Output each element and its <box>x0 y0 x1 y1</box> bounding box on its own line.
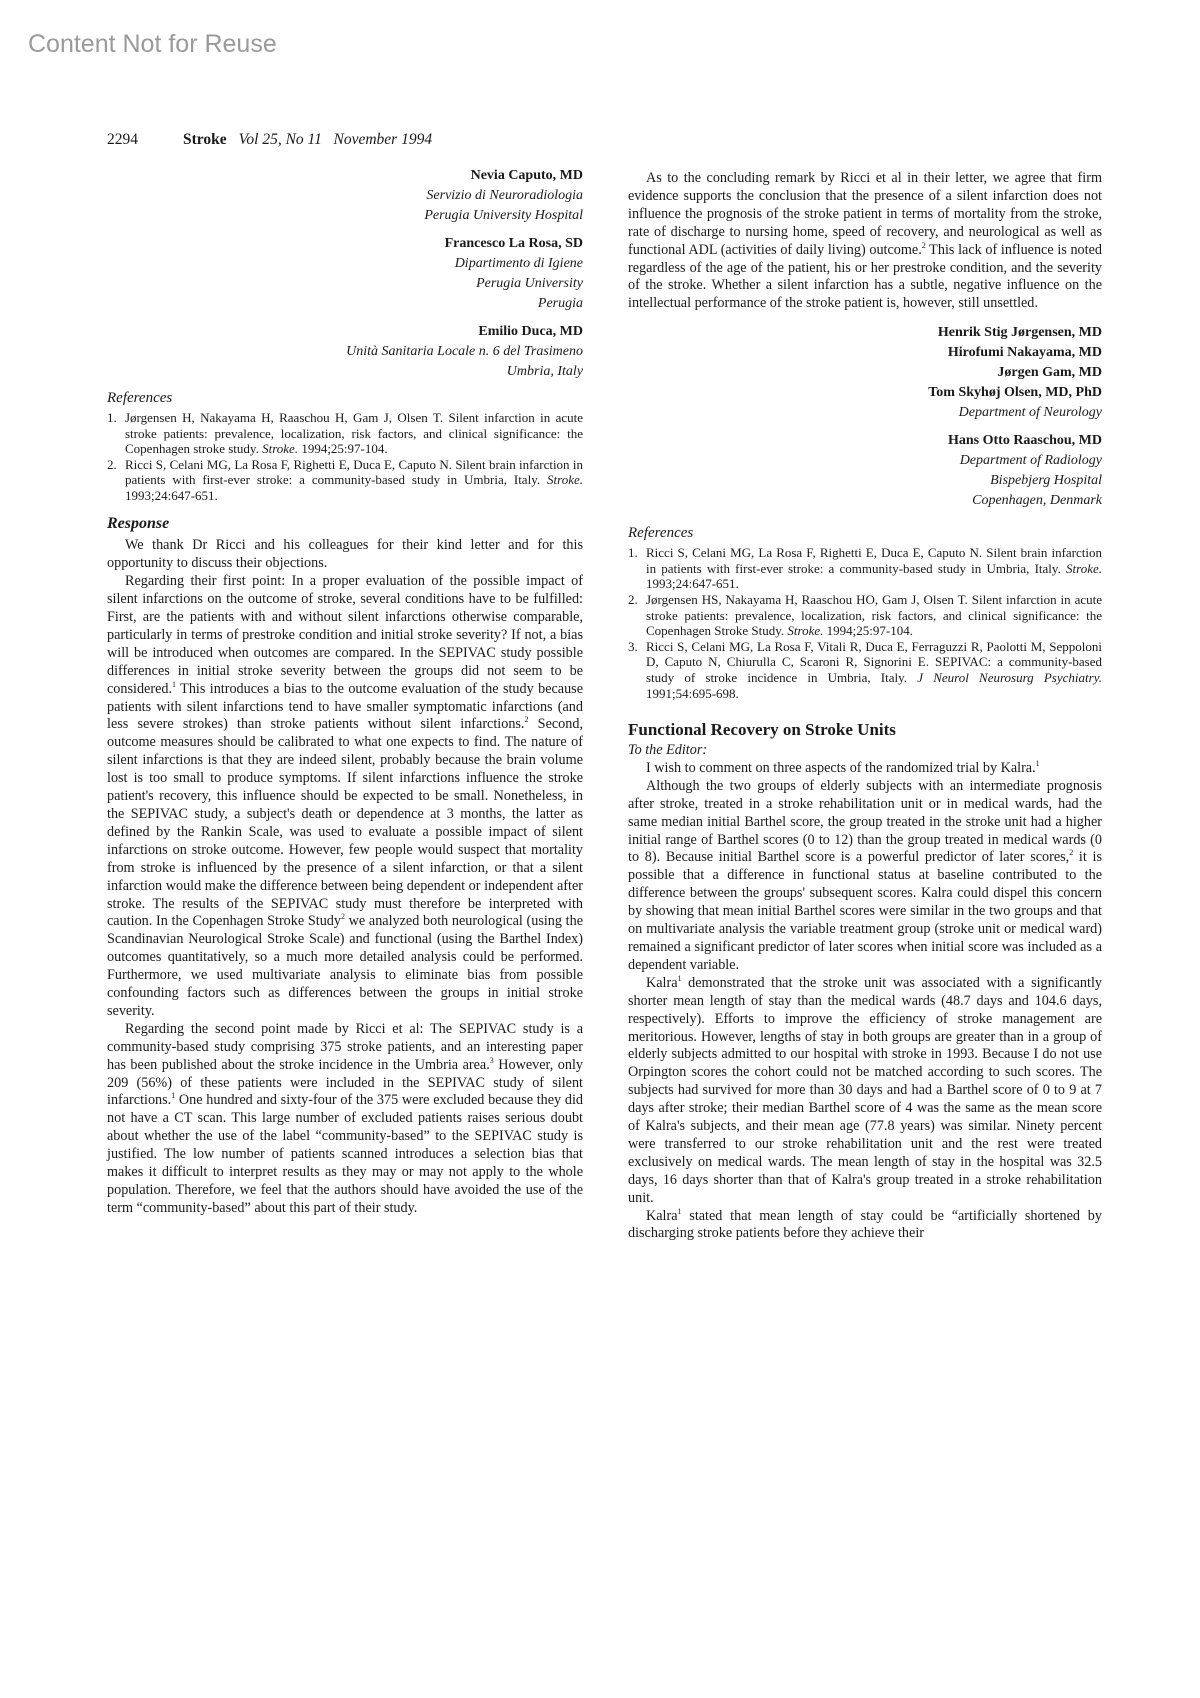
article-body <box>628 760 1102 1243</box>
issue-info: Vol 25, No 11 November 1994 <box>238 131 433 148</box>
response-body <box>107 537 583 1217</box>
signature <box>628 431 1102 511</box>
text-run: I wish to comment on three aspects of the randomized trial by Kalra. <box>646 759 1036 776</box>
references-section <box>628 525 1102 701</box>
text-run: Jørgensen HS, Nakayama H, Raaschou HO, Gam J, Olsen T. Silent infarction in acute stroke patients: prevalence, localization, risk factors, and clinical significance: the Copenhagen Stroke Study. <box>646 591 1102 639</box>
citation-superscript: 1 <box>677 973 682 983</box>
salutation: To the Editor: <box>628 742 708 758</box>
paragraph <box>107 573 583 1021</box>
reference-text <box>646 639 1102 701</box>
citation-superscript: 2 <box>1069 848 1074 858</box>
response-section <box>107 515 583 1217</box>
citation-superscript: 1 <box>172 679 177 689</box>
reference-number: 2. <box>107 456 117 472</box>
affiliation: Copenhagen, Denmark <box>972 493 1102 509</box>
affiliation: Unità Sanitaria Locale n. 6 del Trasimeno <box>346 344 583 359</box>
running-header <box>107 131 432 149</box>
signature <box>107 322 583 382</box>
text-run: 1993;24:647-651. <box>125 487 218 503</box>
page-number: 2294 <box>107 131 138 148</box>
text-run: we analyzed both neurological (using the Scandinavian Neurological Stroke Scale) and functional (using the Barthel Index) outcomes quantitatively, so a much more detailed analysis could be performed. Furthermore, we used multivariate analysis to eliminate bias from possible confounding factors such as differences between the groups in initial stroke severity. <box>107 913 584 1019</box>
paragraph <box>628 170 1102 313</box>
text-run: As to the concluding remark by Ricci et al in their letter, we agree that firm evidence supports the conclusion that the presence of a silent infarction does not influence the prognosis of the stroke patient in terms of mortality from the stroke, rate of discharge to nursing home, speed of recovery, and neurological as well as functional ADL (activities of daily living) outcome. <box>628 170 1102 258</box>
affiliation: Department of Neurology <box>958 405 1102 421</box>
text-run: Although the two groups of elderly subjects with an intermediate prognosis after stroke, treated in a stroke rehabilitation unit or in medical wards, had the same median initial Barthel score, the group treated in the stroke unit had a higher initial range of Barthel scores (0 to 12) than the group treated in medical wards (0 to 8). Because initial Barthel score is a powerful predictor of later scores, <box>628 777 1102 866</box>
reference-text <box>646 592 1102 639</box>
reference-number: 1. <box>628 545 638 561</box>
text-run: stated that mean length of stay could be “artificially shortened by discharging stroke patients before they achieve their <box>628 1207 1102 1242</box>
text-run: Ricci S, Celani MG, La Rosa F, Vitali R, Duca E, Ferraguzzi R, Paolotti M, Seppoloni D, Caputo N, Chiurulla C, Scaroni R, Signorini E. SEPIVAC: a community-based study of stroke incidence in Umbria, Italy. <box>646 638 1102 685</box>
affiliation: Umbria, Italy <box>506 364 583 379</box>
text-run: This introduces a bias to the outcome evaluation of the study because patients with silent infarctions tend to have smaller symptomatic infarctions (and less severe strokes) than stroke patients without silent infarctions. <box>107 680 583 733</box>
affiliation: Perugia University Hospital <box>424 208 583 223</box>
concluding-body <box>628 170 1102 313</box>
text-run: This lack of influence is noted regardless of the age of the patient, his or her prestroke condition, and the severity of the stroke. Whether a silent infarction has a subtle, negative influence on the intellectual performance of the stroke patient is, however, still unsettled. <box>628 241 1102 312</box>
author-name: Nevia Caputo, MD <box>470 168 583 183</box>
text-run: Second, outcome measures should be calibrated to what one expects to find. The nature of silent infarctions is that they are indeed silent, probably because the brain volume lost is too small to produce symptoms. If silent infarctions influence the stroke patient's recovery, this influence should be expected to be small. Nonetheless, in the SEPIVAC study, a subject's death or dependence at 3 months, the latter as defined by the Rankin Scale, was used to evaluate a possible impact of silent infarctions on stroke outcome. However, few people would suspect that mortality from stroke is influenced by the presence of a silent infarction, or that a silent infarction would make the difference between being dependent or independent after stroke. The results of the SEPIVAC study must therefore be interpreted with caution. In the Copenhagen Stroke Study <box>107 716 583 930</box>
reference-item <box>107 457 583 504</box>
paragraph <box>628 760 1102 778</box>
affiliation: Dipartimento di Igiene <box>454 256 583 271</box>
citation-superscript: 2 <box>524 715 529 725</box>
references-heading: References <box>107 390 173 406</box>
italic-run: J Neurol Neurosurg Psychiatry. <box>917 669 1102 685</box>
text-run: Jørgensen H, Nakayama H, Raaschou H, Gam J, Olsen T. Silent infarction in acute stroke patients: prevalence, localization, risk factors, and clinical significance: the Copenhagen stroke study. <box>125 409 583 457</box>
right-column <box>628 170 1102 1243</box>
paragraph <box>628 975 1102 1208</box>
paragraph <box>628 1208 1102 1244</box>
author-name: Jørgen Gam, MD <box>997 365 1102 381</box>
affiliation: Bispebjerg Hospital <box>990 473 1102 489</box>
author-name: Hirofumi Nakayama, MD <box>947 345 1102 361</box>
author-name: Henrik Stig Jørgensen, MD <box>937 325 1102 341</box>
text-run: We thank Dr Ricci and his colleagues for their kind letter and for this opportunity to discuss their objections. <box>107 537 583 572</box>
italic-run: Stroke. <box>547 472 583 488</box>
reference-item <box>628 639 1102 701</box>
signature <box>628 323 1102 423</box>
citation-superscript: 1 <box>677 1206 682 1216</box>
citation-superscript: 3 <box>489 1055 494 1065</box>
reference-number: 3. <box>628 638 638 654</box>
signature <box>107 166 583 226</box>
text-run: 1994;25:97-104. <box>298 441 388 457</box>
affiliation: Perugia University <box>476 276 583 291</box>
italic-run: Stroke. <box>787 623 824 639</box>
reference-text <box>125 410 583 457</box>
text-run: 1994;25:97-104. <box>823 623 913 639</box>
citation-superscript: 2 <box>340 912 345 922</box>
citation-superscript: 1 <box>171 1091 176 1101</box>
author-name: Hans Otto Raaschou, MD <box>947 433 1102 449</box>
affiliation: Department of Radiology <box>959 453 1102 469</box>
author-name: Tom Skyhøj Olsen, MD, PhD <box>928 385 1102 401</box>
response-heading: Response <box>107 515 170 533</box>
left-column <box>107 166 583 1218</box>
text-run: Kalra <box>646 974 678 991</box>
citation-superscript: 1 <box>1035 758 1040 768</box>
text-run: demonstrated that the stroke unit was associated with a significantly shorter mean length of stay than the medical wards (48.7 days and 104.6 days, respectively). Efforts to improve the efficiency of stroke management are meritorious. However, lengths of stay in both groups are greater than in a group of elderly subjects admitted to our hospital with stroke in 1993. Because I do not use Orpington scores the cohort could not be matched according to such scores. The subjects had survived for more than 30 days and had a Barthel score of 0 to 9 at 7 days after stroke; their median Barthel score of 4 was the same as the mean score of Kalra's subjects, and their mean age (77.8 years) was similar. Ninety percent were transferred to our stroke rehabilitation unit and the rest were treated exclusively on medical wards. The mean length of stay in the hospital was 32.5 days, 16 days shorter than that of Kalra's group treated in a stroke rehabilitation unit. <box>628 974 1102 1206</box>
reference-item <box>628 592 1102 639</box>
italic-run: Stroke. <box>262 441 299 457</box>
paragraph <box>628 778 1102 975</box>
text-run: One hundred and sixty-four of the 375 were excluded because they did not have a CT scan. This large number of excluded patients raises serious doubt about whether the use of the label “community-based” to the SEPIVAC study is justified. The low number of patients scanned introduces a selection bias that makes it difficult to interpret results as they may or may not apply to the whole population. Therefore, we feel that the authors should have avoided the use of the term “community-based” about this part of their study. <box>107 1092 583 1216</box>
reference-item <box>107 410 583 457</box>
references-heading: References <box>628 525 694 542</box>
text-run: Regarding the second point made by Ricci et al: The SEPIVAC study is a community-based study comprising 375 stroke patients, and an interesting paper has been published about the stroke incidence in the Umbria area. <box>107 1020 583 1073</box>
reference-text <box>646 545 1102 592</box>
affiliation: Perugia <box>537 296 583 311</box>
references-section <box>107 390 583 503</box>
text-run: However, only 209 (56%) of these patients were included in the SEPIVAC study of silent infarctions. <box>107 1056 583 1109</box>
italic-run: Stroke. <box>1066 560 1102 576</box>
signature-block <box>628 323 1102 511</box>
author-name: Francesco La Rosa, SD <box>444 236 583 251</box>
paragraph <box>107 1021 583 1218</box>
text-run: it is possible that a difference in functional status at baseline contributed to the difference between the groups' subsequent scores. Kalra could dispel this concern by showing that mean initial Barthel scores were similar in the two groups and that on multivariate analysis the variable treatment group (stroke unit or medical ward) remained a significant predictor of later scores when initial score was included as a dependent variable. <box>628 849 1102 973</box>
watermark: Content Not for Reuse <box>28 30 277 58</box>
reference-list <box>107 410 583 504</box>
reference-number: 1. <box>107 409 117 425</box>
journal-name: Stroke <box>183 131 227 148</box>
text-run: Ricci S, Celani MG, La Rosa F, Righetti E, Duca E, Caputo N. Silent brain infarction in patients with first-ever stroke: a community-based study in Umbria, Italy. <box>646 545 1102 576</box>
affiliation: Servizio di Neuroradiologia <box>426 188 583 203</box>
text-run: 1993;24:647-651. <box>646 576 739 592</box>
reference-number: 2. <box>628 591 638 607</box>
text-run: Kalra <box>646 1207 678 1224</box>
author-name: Emilio Duca, MD <box>478 324 583 339</box>
citation-superscript: 2 <box>921 240 926 250</box>
reference-item <box>628 545 1102 592</box>
text-run: Regarding their first point: In a proper evaluation of the possible impact of silent infarctions on the outcome of stroke, several conditions have to be fulfilled: First, are the patients with and without silent infarctions otherwise comparable, particularly in terms of prestroke condition and initial stroke severity? If not, a bias will be introduced when outcomes are compared. In the SEPIVAC study possible differences in initial stroke severity between the groups did not seem to be considered. <box>107 573 583 697</box>
paragraph <box>107 537 583 573</box>
article-section <box>628 721 1102 1243</box>
signature-block <box>107 166 583 382</box>
reference-text <box>125 457 583 504</box>
reference-list <box>628 545 1102 701</box>
text-run: 1991;54:695-698. <box>646 685 739 701</box>
article-title: Functional Recovery on Stroke Units <box>628 720 896 740</box>
signature <box>107 234 583 314</box>
text-run: Ricci S, Celani MG, La Rosa F, Righetti E, Duca E, Caputo N. Silent brain infarction in patients with first-ever stroke: a community-based study in Umbria, Italy. <box>125 456 583 488</box>
